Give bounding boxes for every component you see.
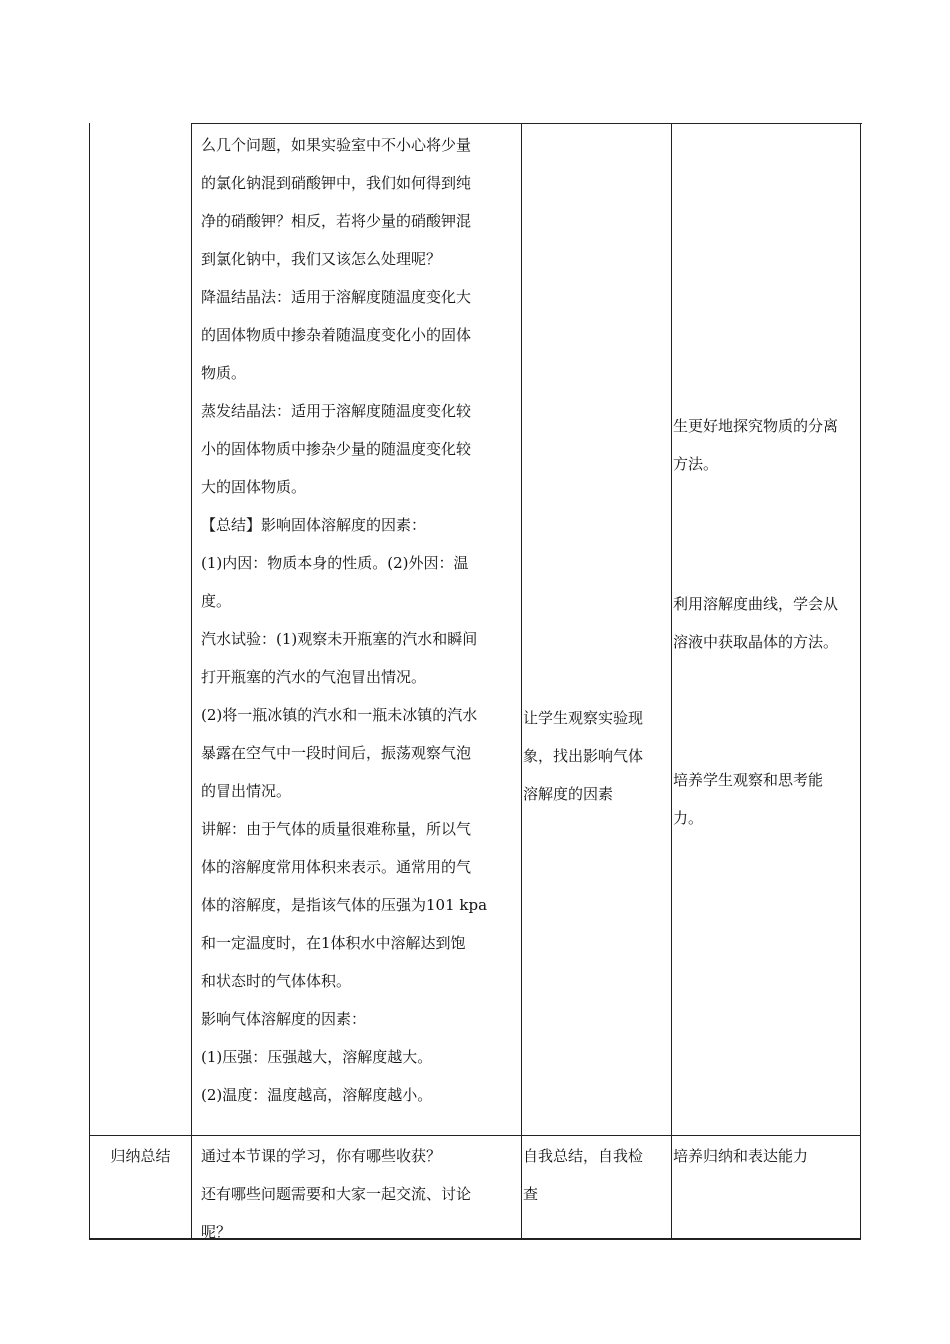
design-intent-block	[673, 761, 861, 837]
text-line: 力。	[673, 809, 704, 827]
text-line: 大的固体物质。	[201, 478, 307, 496]
text-line: 净的硝酸钾？相反，若将少量的硝酸钾混	[201, 212, 472, 230]
text-line: 影响气体溶解度的因素：	[201, 1010, 367, 1028]
row-divider	[90, 1135, 860, 1136]
summary-student-activity-cell	[523, 1137, 669, 1213]
text-line: 和一定温度时，在1体积水中溶解达到饱	[201, 934, 466, 952]
text-line: 体的溶解度常用体积来表示。通常用的气	[201, 858, 472, 876]
text-line: 利用溶解度曲线，学会从	[673, 595, 839, 613]
text-line: (2)温度：温度越高，溶解度越小。	[201, 1086, 433, 1104]
text-line: (1)内因：物质本身的性质。(2)外因：温	[201, 554, 469, 572]
text-line: 和状态时的气体体积。	[201, 972, 352, 990]
table-top-rule	[191, 123, 862, 124]
summary-intent-cell	[673, 1137, 861, 1175]
summary-content-cell	[201, 1137, 519, 1251]
text-line: 汽水试验：(1)观察未开瓶塞的汽水和瞬间	[201, 630, 478, 648]
column-divider-2	[521, 123, 522, 1238]
summary-intent: 培养归纳和表达能力	[673, 1147, 809, 1165]
lesson-plan-table	[89, 123, 861, 1240]
text-line: 让学生观察实验现	[523, 709, 644, 727]
column-divider-1	[191, 123, 192, 1238]
stage-label: 归纳总结	[110, 1147, 171, 1165]
text-line: (2)将一瓶冰镇的汽水和一瓶未冰镇的汽水	[201, 706, 478, 724]
teaching-content-cell	[201, 126, 519, 1114]
text-line: 象，找出影响气体	[523, 747, 644, 765]
text-line: 呢？	[201, 1223, 232, 1241]
text-line: 么几个问题，如果实验室中不小心将少量	[201, 136, 472, 154]
text-line: 小的固体物质中掺杂少量的随温度变化较	[201, 440, 472, 458]
text-line: 物质。	[201, 364, 247, 382]
text-line: 查	[523, 1185, 539, 1203]
text-line: 暴露在空气中一段时间后，振荡观察气泡	[201, 744, 472, 762]
text-line: 通过本节课的学习，你有哪些收获？	[201, 1147, 442, 1165]
text-line: 的冒出情况。	[201, 782, 292, 800]
text-line: 生更好地探究物质的分离	[673, 417, 839, 435]
text-line: 还有哪些问题需要和大家一起交流、讨论	[201, 1185, 472, 1203]
text-line: 讲解：由于气体的质量很难称量，所以气	[201, 820, 472, 838]
design-intent-block	[673, 407, 861, 483]
text-line: 溶解度的因素	[523, 785, 614, 803]
text-line: 降温结晶法：适用于溶解度随温度变化大	[201, 288, 472, 306]
text-line: 的氯化钠混到硝酸钾中，我们如何得到纯	[201, 174, 472, 192]
stage-label-cell	[90, 1137, 191, 1175]
text-line: 度。	[201, 592, 232, 610]
text-line: 的固体物质中掺杂着随温度变化小的固体	[201, 326, 472, 344]
text-line: (1)压强：压强越大，溶解度越大。	[201, 1048, 433, 1066]
column-divider-3	[671, 123, 672, 1238]
text-line: 培养学生观察和思考能	[673, 771, 824, 789]
text-line: 体的溶解度，是指该气体的压强为101 kpa	[201, 896, 488, 914]
text-line: 到氯化钠中，我们又该怎么处理呢？	[201, 250, 442, 268]
text-line: 打开瓶塞的汽水的气泡冒出情况。	[201, 668, 427, 686]
text-line: 自我总结，自我检	[523, 1147, 644, 1165]
text-line: 蒸发结晶法：适用于溶解度随温度变化较	[201, 402, 472, 420]
text-line: 方法。	[673, 455, 719, 473]
text-line: 【总结】影响固体溶解度的因素：	[201, 516, 427, 534]
text-line: 溶液中获取晶体的方法。	[673, 633, 839, 651]
design-intent-block	[673, 585, 861, 661]
student-activity-cell	[523, 699, 669, 813]
